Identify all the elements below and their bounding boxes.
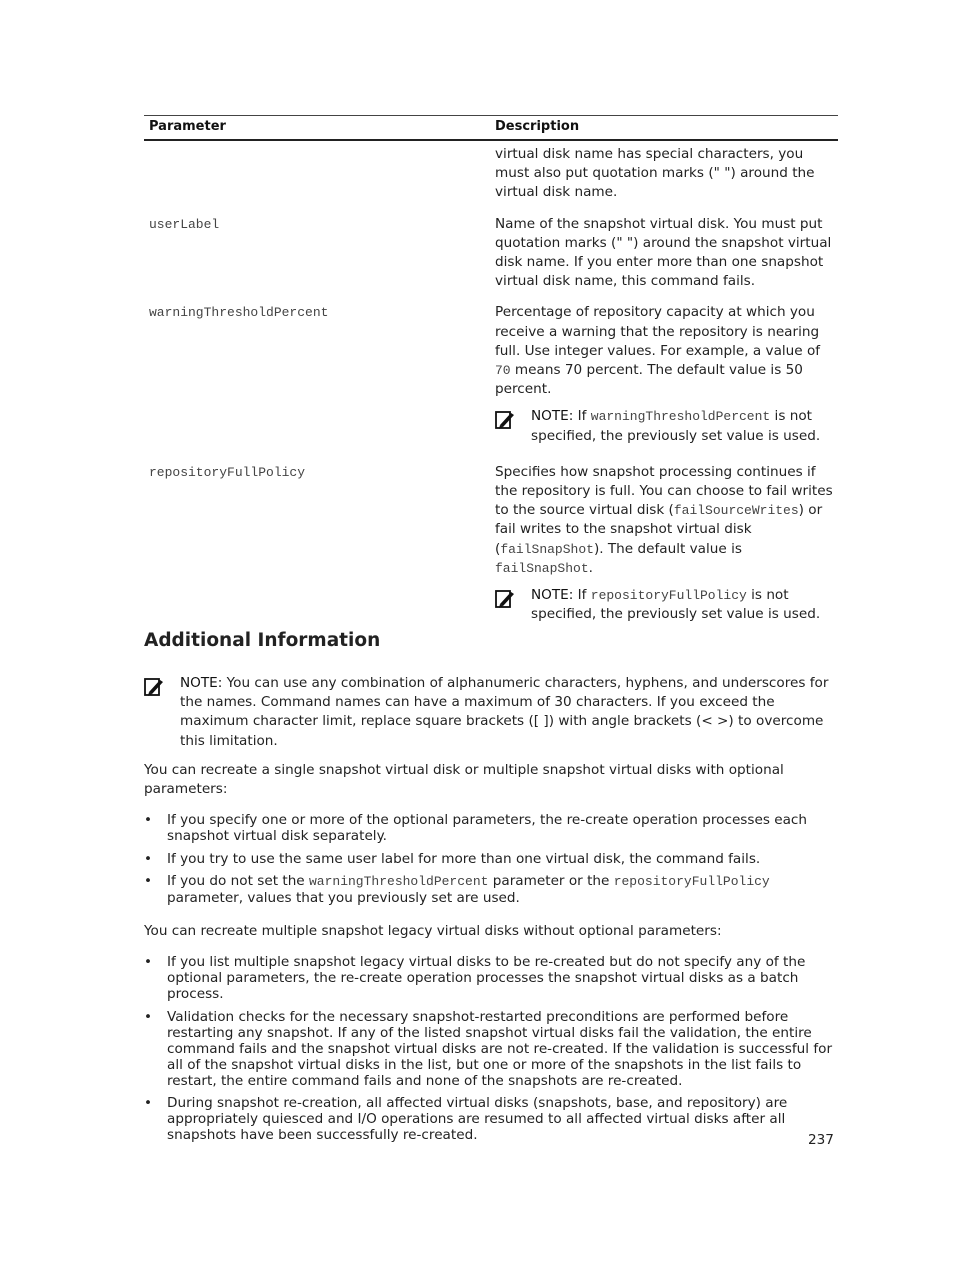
- list-code: repositoryFullPolicy: [613, 874, 770, 889]
- note-code: warningThresholdPercent: [590, 409, 771, 425]
- desc-cell: [495, 300, 838, 459]
- table-header-row: [144, 116, 838, 141]
- note: [495, 586, 838, 624]
- note: [495, 407, 838, 445]
- pencil-note-icon: [495, 589, 515, 609]
- desc-text: Name of the snapshot virtual disk. You must put quotation marks (" ") around the snapshot virtual disk name. If you enter more than one snapshot virtual disk name, this command fails.: [495, 215, 832, 290]
- list-text: If you do not set the: [167, 873, 309, 889]
- desc-text: virtual disk name has special characters, you must also put quotation marks (" ") around the virtual disk name.: [495, 146, 815, 201]
- page-number: 237: [808, 1132, 834, 1148]
- param-cell: [144, 300, 495, 459]
- section-body: [144, 672, 838, 1149]
- header-description: Description: [495, 116, 838, 141]
- desc-code: 70: [495, 363, 511, 379]
- header-parameter: Parameter: [144, 116, 495, 141]
- param-cell: [144, 140, 495, 212]
- paragraph: You can recreate multiple snapshot legacy virtual disks without optional parameters:: [144, 923, 722, 939]
- desc-cell: [495, 460, 838, 625]
- desc-text-part: .: [588, 559, 593, 576]
- desc-text-part: means 70 percent. The default value is 50 percent.: [495, 362, 803, 398]
- section-title: Additional Information: [144, 630, 381, 651]
- desc-text: [495, 300, 838, 405]
- bullet-list: [144, 812, 838, 906]
- param-cell: [144, 212, 495, 301]
- desc-text-part: ). The default value is: [593, 540, 742, 557]
- pencil-note-icon: [144, 677, 164, 697]
- table-row: [144, 460, 838, 625]
- list-item: • If you try to use the same user label for more than one virtual disk, the command fails.: [144, 851, 838, 867]
- note-code: repositoryFullPolicy: [590, 588, 747, 604]
- param-cell: [144, 460, 495, 625]
- parameter-table: [144, 115, 838, 624]
- list-item: • During snapshot re-creation, all affected virtual disks (snapshots, base, and repository) are appropriately quiesced and I/O operations are resumed to all affected virtual disks after all snapshots have been successfully re-created.: [144, 1095, 838, 1143]
- note-text: is not specified, the previously set value is used.: [531, 408, 821, 444]
- pencil-note-icon: [495, 410, 515, 430]
- note-text: If: [573, 408, 591, 425]
- note-text: You can use any combination of alphanumeric characters, hyphens, and underscores for the names. Command names can have a maximum of 30 characters. If you exceed the maximum character limit, replace square brackets ([ ]) with angle brackets (< >) to overcome this limitation.: [180, 675, 829, 749]
- list-item: • Validation checks for the necessary snapshot-restarted preconditions are performed before restarting any snapshot. If any of the listed snapshot virtual disks fail the validation, the entire command fails and the snapshot virtual disks are not re-created. If the validation is successful for all of the snapshot virtual disks in the list, but one or more of the snapshots in the list fails to restart, the entire command fails and none of the snapshots are re-created.: [144, 1009, 838, 1089]
- note-text: is not specified, the previously set value is used.: [531, 587, 821, 623]
- list-item: • If you specify one or more of the optional parameters, the re-create operation processes each snapshot virtual disk separately.: [144, 812, 838, 844]
- desc-cell: [495, 140, 838, 212]
- desc-code: failSnapShot: [495, 560, 589, 576]
- desc-text-part: Percentage of repository capacity at which you receive a warning that the repository is nearing full. Use integer values. For example, a value of: [495, 304, 821, 359]
- paragraph: You can recreate a single snapshot virtual disk or multiple snapshot virtual disks with optional parameters:: [144, 761, 784, 798]
- note: [144, 674, 838, 751]
- param-name: warningThresholdPercent: [149, 305, 329, 321]
- table-row: [144, 140, 838, 212]
- desc-code: failSourceWrites: [673, 503, 799, 519]
- desc-text-part: Specifies how snapshot processing continues if the repository is full. You can choose to fail writes to the source virtual disk (: [495, 463, 833, 519]
- list-text: parameter, values that you previously set are used.: [167, 890, 520, 906]
- desc-code: failSnapShot: [500, 541, 594, 557]
- table-row: [144, 212, 838, 301]
- note-label: NOTE:: [531, 408, 574, 425]
- param-name: repositoryFullPolicy: [149, 464, 306, 480]
- list-item: [144, 873, 838, 906]
- note-text: If: [573, 587, 591, 604]
- table-row: [144, 300, 838, 459]
- desc-text-part: ) or fail writes to the snapshot virtual disk (: [495, 502, 823, 557]
- list-item: • If you list multiple snapshot legacy virtual disks to be re-created but do not specify any of the optional parameters, the re-create operation processes the snapshot virtual disks as a batch process.: [144, 954, 838, 1002]
- bullet-list: [144, 954, 838, 1143]
- note-label: NOTE:: [531, 587, 574, 604]
- desc-text: [495, 460, 838, 584]
- desc-cell: [495, 212, 838, 301]
- parameter-table-container: [144, 115, 838, 624]
- list-code: warningThresholdPercent: [309, 874, 489, 889]
- param-name: userLabel: [149, 216, 220, 232]
- list-text: parameter or the: [488, 873, 614, 889]
- note-label: NOTE:: [180, 675, 223, 691]
